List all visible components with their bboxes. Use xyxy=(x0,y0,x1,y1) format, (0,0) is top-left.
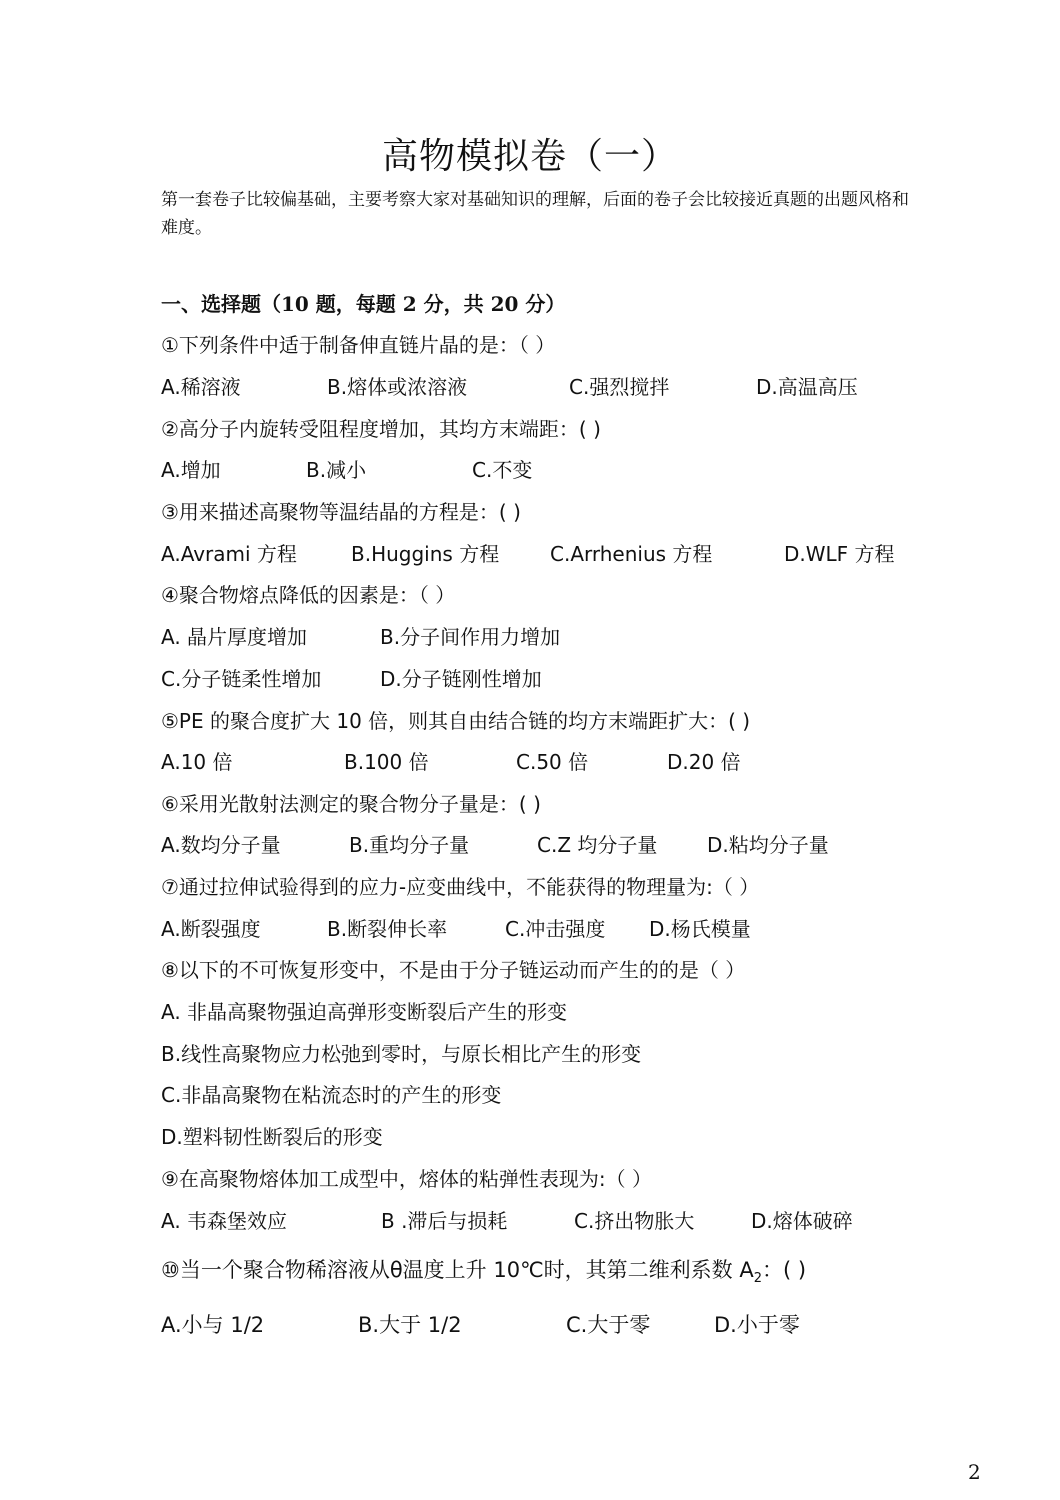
question-7-option-c: C.冲击强度 xyxy=(505,917,606,941)
question-5-option-b: B.100 倍 xyxy=(344,750,429,774)
question-7-stem: ⑦通过拉伸试验得到的应力-应变曲线中，不能获得的物理量为:（ ） xyxy=(161,875,760,899)
question-2-option-a: A.增加 xyxy=(161,458,221,482)
question-8-option-a: A. 非晶高聚物强迫高弹形变断裂后产生的形变 xyxy=(161,1000,568,1024)
question-10-stem xyxy=(161,1254,807,1287)
question-1-option-d: D.高温高压 xyxy=(756,375,858,399)
question-1-option-b: B.熔体或浓溶液 xyxy=(327,375,468,399)
question-1-option-a: A.稀溶液 xyxy=(161,375,241,399)
question-10-option-b: B.大于 1/2 xyxy=(358,1313,462,1337)
question-9-option-b: B .滞后与损耗 xyxy=(381,1209,508,1233)
question-2-option-b: B.减小 xyxy=(306,458,367,482)
question-10-subscript: 2 xyxy=(753,1271,762,1287)
question-8-option-c: C.非晶高聚物在粘流态时的产生的形变 xyxy=(161,1083,502,1107)
page-title: 高物模拟卷（一） xyxy=(381,136,678,177)
question-1-option-c: C.强烈搅拌 xyxy=(569,375,670,399)
section-heading: 一、选择题（10 题，每题 2 分，共 20 分） xyxy=(161,292,566,316)
question-6-option-b: B.重均分子量 xyxy=(349,833,470,857)
question-2-stem: ②高分子内旋转受阻程度增加，其均方末端距：( ) xyxy=(161,417,601,441)
question-9-option-a: A. 韦森堡效应 xyxy=(161,1209,288,1233)
question-2-option-c: C.不变 xyxy=(472,458,533,482)
question-3-option-d: D.WLF 方程 xyxy=(784,542,895,566)
question-4-option-d: D.分子链刚性增加 xyxy=(380,667,542,691)
question-4-option-a: A. 晶片厚度增加 xyxy=(161,625,308,649)
question-5-stem: ⑤PE 的聚合度扩大 10 倍，则其自由结合链的均方末端距扩大：( ) xyxy=(161,709,751,733)
question-9-option-c: C.挤出物胀大 xyxy=(574,1209,695,1233)
question-6-option-c: C.Z 均分子量 xyxy=(537,833,658,857)
question-6-option-a: A.数均分子量 xyxy=(161,833,281,857)
question-3-option-b: B.Huggins 方程 xyxy=(351,542,500,566)
question-1-stem: ①下列条件中适于制备伸直链片晶的是：（ ） xyxy=(161,333,556,357)
question-5-option-d: D.20 倍 xyxy=(667,750,741,774)
question-6-stem: ⑥采用光散射法测定的聚合物分子量是：( ) xyxy=(161,792,541,816)
intro-paragraph: 第一套卷子比较偏基础，主要考察大家对基础知识的理解，后面的卷子会比较接近真题的出题风格和难度。 xyxy=(161,190,909,238)
question-5-option-a: A.10 倍 xyxy=(161,750,233,774)
question-3-option-a: A.Avrami 方程 xyxy=(161,542,297,566)
question-9-stem: ⑨在高聚物熔体加工成型中，熔体的粘弹性表现为:（ ） xyxy=(161,1167,653,1191)
question-10-stem-suffix: ：( ) xyxy=(761,1258,807,1282)
question-10-option-a: A.小与 1/2 xyxy=(161,1313,265,1337)
question-9-option-d: D.熔体破碎 xyxy=(751,1209,853,1233)
question-4-stem: ④聚合物熔点降低的因素是：（ ） xyxy=(161,583,456,607)
question-3-stem: ③用来描述高聚物等温结晶的方程是：( ) xyxy=(161,500,521,524)
question-5-option-c: C.50 倍 xyxy=(516,750,589,774)
question-8-option-d: D.塑料韧性断裂后的形变 xyxy=(161,1125,383,1149)
question-10-option-c: C.大于零 xyxy=(566,1313,651,1337)
question-10-stem-text: ⑩当一个聚合物稀溶液从θ温度上升 10℃时，其第二维利系数 A xyxy=(161,1258,754,1282)
question-6-option-d: D.粘均分子量 xyxy=(707,833,829,857)
question-4-option-c: C.分子链柔性增加 xyxy=(161,667,322,691)
question-7-option-d: D.杨氏模量 xyxy=(649,917,751,941)
question-8-option-b: B.线性高聚物应力松弛到零时，与原长相比产生的形变 xyxy=(161,1042,642,1066)
question-3-option-c: C.Arrhenius 方程 xyxy=(550,542,713,566)
question-7-option-b: B.断裂伸长率 xyxy=(327,917,448,941)
question-10-option-d: D.小于零 xyxy=(714,1313,800,1337)
question-8-stem: ⑧以下的不可恢复形变中，不是由于分子链运动而产生的的是（ ） xyxy=(161,958,746,982)
question-4-option-b: B.分子间作用力增加 xyxy=(380,625,561,649)
question-7-option-a: A.断裂强度 xyxy=(161,917,261,941)
page-number: 2 xyxy=(968,1460,981,1484)
